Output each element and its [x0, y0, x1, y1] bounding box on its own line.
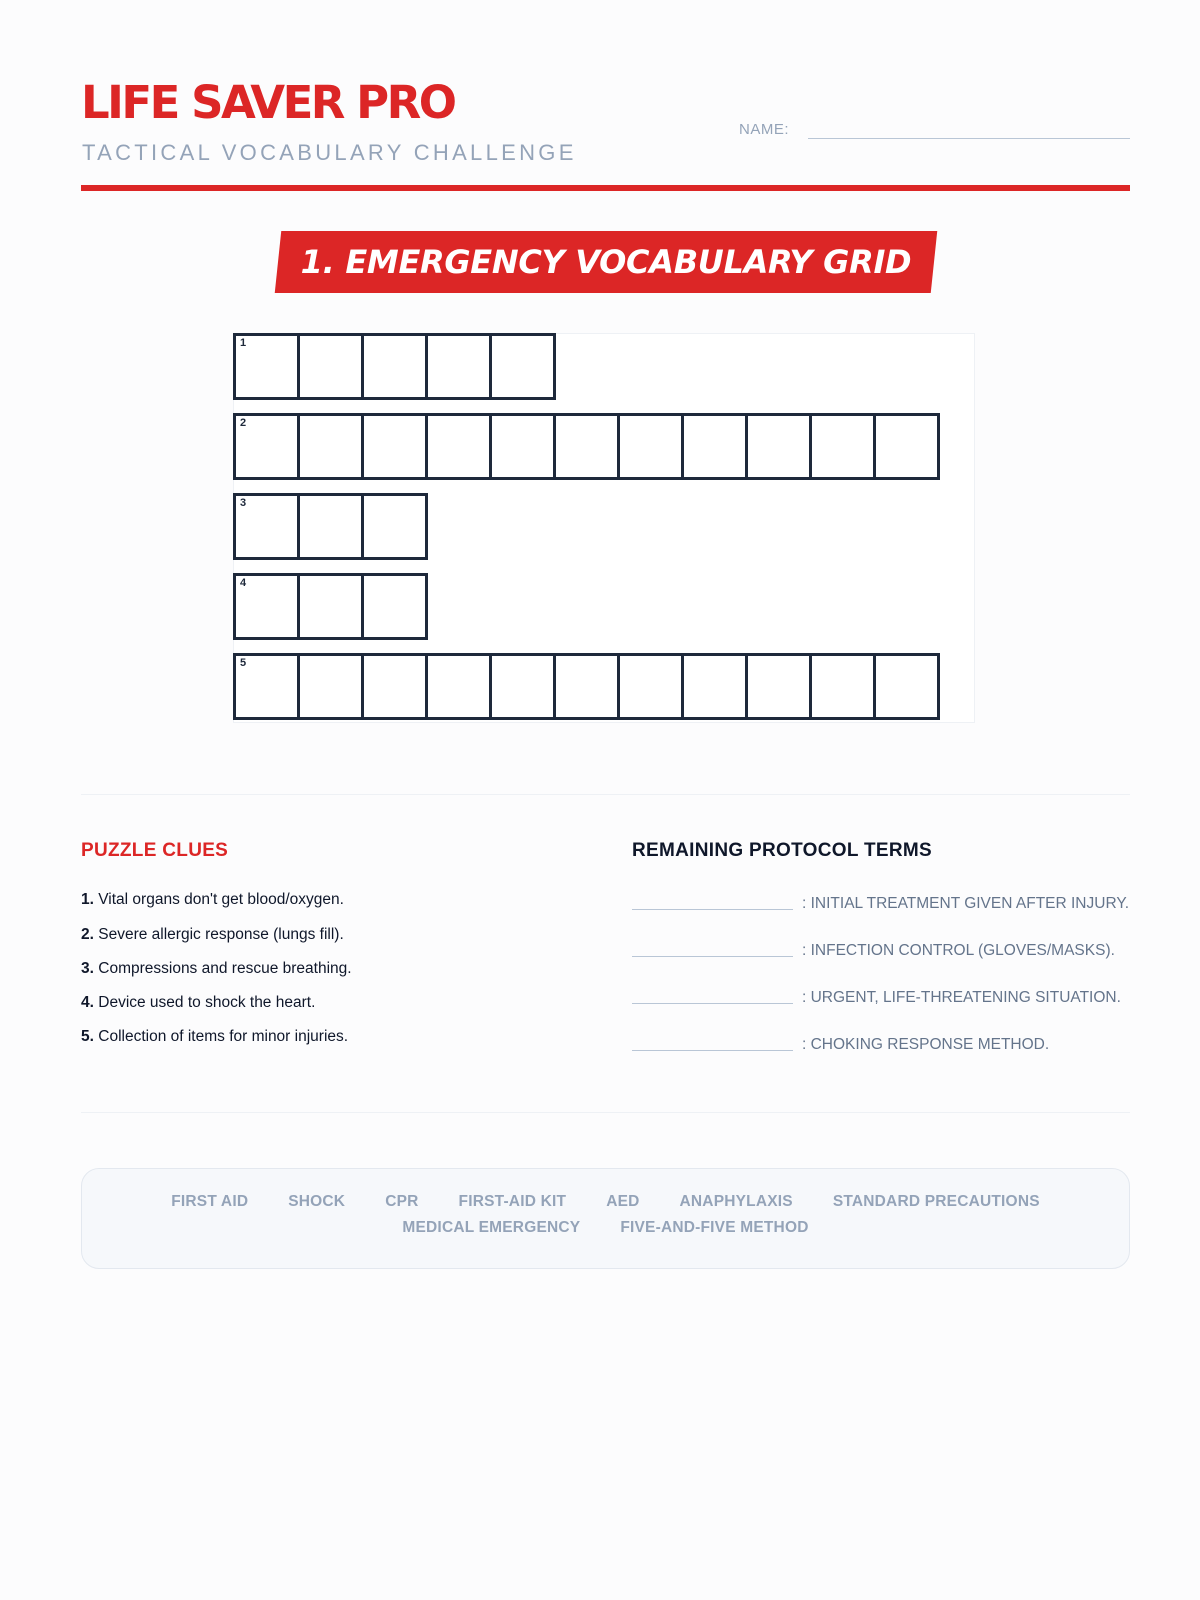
term-definition: : URGENT, LIFE-THREATENING SITUATION.: [802, 989, 1121, 1006]
grid-cell[interactable]: [233, 653, 300, 720]
grid-cell[interactable]: [233, 493, 300, 560]
word-bank-term: MEDICAL EMERGENCY: [402, 1219, 581, 1236]
word-bank-term: SHOCK: [288, 1193, 346, 1210]
grid-row-1: [233, 333, 553, 400]
section-divider: [81, 1112, 1130, 1113]
grid-cell[interactable]: [425, 653, 492, 720]
grid-cell[interactable]: [425, 333, 492, 400]
term-definition: : CHOKING RESPONSE METHOD.: [802, 1036, 1050, 1053]
grid-cell[interactable]: [809, 653, 876, 720]
clue-item: [81, 891, 344, 909]
grid-cell[interactable]: [361, 573, 428, 640]
terms-title: REMAINING PROTOCOL TERMS: [632, 840, 932, 861]
grid-cell[interactable]: [361, 333, 428, 400]
clue-text: Collection of items for minor injuries.: [98, 1028, 349, 1045]
term-answer-blank[interactable]: [632, 1003, 793, 1004]
term-answer-blank[interactable]: [632, 909, 793, 910]
clue-number: 3.: [81, 960, 94, 977]
grid-cell[interactable]: [233, 333, 300, 400]
clue-item: [81, 960, 352, 978]
term-row: [632, 934, 1130, 964]
term-answer-blank[interactable]: [632, 1050, 793, 1051]
vocabulary-grid: [233, 333, 973, 725]
header: [81, 72, 1130, 192]
grid-cell[interactable]: [297, 493, 364, 560]
clue-text: Device used to shock the heart.: [98, 994, 316, 1011]
clue-item: [81, 1028, 348, 1046]
term-definition: : INITIAL TREATMENT GIVEN AFTER INJURY.: [802, 895, 1129, 912]
grid-cell[interactable]: [361, 413, 428, 480]
grid-cell[interactable]: [361, 653, 428, 720]
section-banner: [278, 231, 934, 293]
grid-cell[interactable]: [681, 413, 748, 480]
clue-item: [81, 994, 315, 1012]
grid-row-4: [233, 573, 425, 640]
grid-cell[interactable]: [873, 413, 940, 480]
grid-cell[interactable]: [297, 413, 364, 480]
header-divider: [81, 185, 1130, 191]
section-divider: [81, 794, 1130, 795]
clue-text: Vital organs don't get blood/oxygen.: [98, 891, 344, 908]
term-definition: : INFECTION CONTROL (GLOVES/MASKS).: [802, 942, 1115, 959]
grid-cell[interactable]: [873, 653, 940, 720]
word-bank: [81, 1168, 1130, 1269]
grid-cell[interactable]: [489, 333, 556, 400]
word-bank-term: FIRST AID: [171, 1193, 249, 1210]
section-title: 1. EMERGENCY VOCABULARY GRID: [300, 243, 912, 281]
name-field[interactable]: [808, 138, 1130, 139]
grid-cell[interactable]: [425, 413, 492, 480]
word-bank-row: [82, 1219, 1129, 1237]
clue-text: Compressions and rescue breathing.: [98, 960, 352, 977]
grid-row-number: 4: [240, 577, 247, 589]
grid-row-number: 2: [240, 417, 247, 429]
worksheet-page: [81, 0, 1130, 1600]
grid-cell[interactable]: [233, 573, 300, 640]
grid-cell[interactable]: [553, 653, 620, 720]
grid-row-number: 5: [240, 657, 247, 669]
grid-cell[interactable]: [297, 653, 364, 720]
grid-row-number: 1: [240, 337, 247, 349]
grid-cell[interactable]: [745, 653, 812, 720]
word-bank-term: AED: [606, 1193, 640, 1210]
grid-cell[interactable]: [809, 413, 876, 480]
name-label: NAME:: [739, 121, 790, 138]
clue-number: 1.: [81, 891, 94, 908]
grid-row-number: 3: [240, 497, 247, 509]
term-row: [632, 1028, 1130, 1058]
word-bank-term: FIVE-AND-FIVE METHOD: [620, 1219, 809, 1236]
word-bank-term: ANAPHYLAXIS: [679, 1193, 793, 1210]
clues-title: PUZZLE CLUES: [81, 840, 229, 861]
grid-row-2: [233, 413, 937, 480]
grid-cell[interactable]: [297, 333, 364, 400]
grid-cell[interactable]: [297, 573, 364, 640]
grid-row-3: [233, 493, 425, 560]
grid-cell[interactable]: [553, 413, 620, 480]
grid-cell[interactable]: [361, 493, 428, 560]
clue-number: 4.: [81, 994, 94, 1011]
page-subtitle: TACTICAL VOCABULARY CHALLENGE: [82, 140, 577, 165]
clue-number: 2.: [81, 926, 94, 943]
page-title: LIFE SAVER PRO: [81, 76, 455, 129]
word-bank-term: STANDARD PRECAUTIONS: [832, 1193, 1040, 1210]
word-bank-term: CPR: [385, 1193, 419, 1210]
term-row: [632, 887, 1130, 917]
clue-item: [81, 926, 344, 944]
clue-number: 5.: [81, 1028, 94, 1045]
grid-cell[interactable]: [617, 413, 684, 480]
grid-cell[interactable]: [233, 413, 300, 480]
grid-row-5: [233, 653, 937, 720]
grid-cell[interactable]: [681, 653, 748, 720]
clue-text: Severe allergic response (lungs fill).: [98, 926, 344, 943]
term-row: [632, 981, 1130, 1011]
term-answer-blank[interactable]: [632, 956, 793, 957]
grid-cell[interactable]: [489, 653, 556, 720]
word-bank-term: FIRST-AID KIT: [458, 1193, 567, 1210]
word-bank-row: [82, 1193, 1129, 1211]
grid-cell[interactable]: [745, 413, 812, 480]
grid-cell[interactable]: [489, 413, 556, 480]
grid-cell[interactable]: [617, 653, 684, 720]
